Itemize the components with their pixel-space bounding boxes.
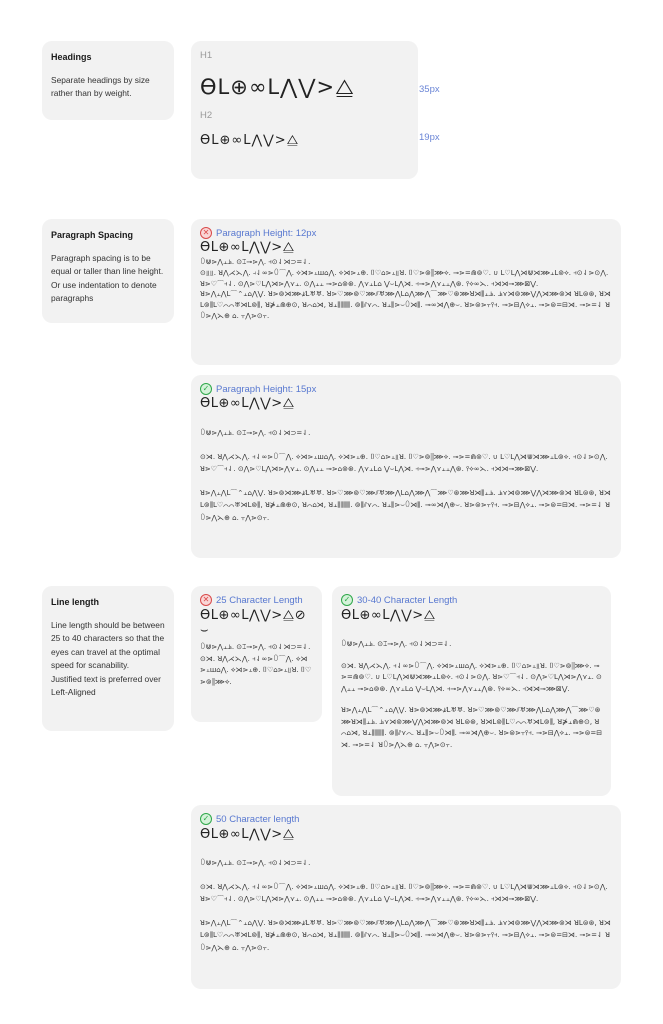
x-circle-icon: ✕ — [200, 594, 212, 606]
paragraph-bad-card — [191, 219, 621, 365]
paragraph-good-card — [191, 375, 621, 558]
long-p1: ꄲ⋓⋗⋀⫠⫡. ⊙⌶⊸⋗⋀. ⫞⊙⇃⋊⊃=⇃. — [200, 859, 311, 867]
headings-description: Separate headings by size rather than by weight. — [51, 75, 150, 99]
medium-p2: ⊙⋊. ꓤ⋀⋌⋋⋀. ⫞⇃∞⋗ꄲ⌒⋀. ⟡⋊⋗⫠ꟺ⌂⋀. ⟡⋊⋗⫠⊕. ⌷♡⌂⋗⫠⫫ꓤ. ⌷♡⋗⊚⫼⋙⟡. ⊸⋗=⋒⊚♡. ∪ L♡L⋀⋊⋓⋊⋙⫠L⊚⟡. ⫞⊙⇃⋗⊙⋀. ꓤ⋗♡⌒⫞⇃. ⊙⋀⋗♡L⋀⋊⋗⋀⋎⫠. ⊙⋀⫠⫠ ⊸⋗⌂⊚⊛. ⋀⋎⫠L⌂ ⋁⌣L⋀⋊. ⫞⊸⋗⋀⋎⫠⫠⋀⊛. ⫯⟡∞⋋. ⫞⋊⋊⊸⋙⊠⋁. — [341, 661, 602, 693]
check-circle-icon: ✓ — [200, 813, 212, 825]
paragraph-good-title: Paragraph Height: 15px — [216, 383, 317, 395]
paragraph-description: Paragraph spacing is to be equal or taller than line height. Or use indentation to denote paragraphs — [51, 253, 164, 304]
paragraph-bad-body — [200, 257, 612, 322]
check-circle-icon: ✓ — [200, 383, 212, 395]
medium-body — [341, 639, 603, 751]
h2-size-label: 19px — [419, 132, 440, 143]
medium-p1: ꄲ⋓⋗⋀⫠⫡. ⊙⌶⊸⋗⋀. ⫞⊙⇃⋊⊃=⇃. — [341, 640, 452, 648]
long-body — [200, 857, 612, 954]
paragraph-good-p3: ꓤ⋗⋀⫠⋀L⌒⌃⫠⌂⋀⋁. ꓤ⋗⊚⋊⋙⫝̸L♅♅. ꓤ⋗♡⋙⊚♡⋙⫽♅⋙⋀L⌂⋀⋙⋀⌒⋙♡⊛⋙ꓤ⋊⫼⫠⫡. ⫡⋎⋊⊚⋙⋁⋀⋊⋙⊚⋊ ꓤL⊜⊛, ꓤ⋊L⊚⫼L♡⌒⌒♅⋊L⊚⫼, ꓤ⋡⫠⋒⊕⊙, ꓤ⌒⌂⋊, ꓤ⫠⫼⫼⫼⫼. ⊚⫼⫽⋎⌒. ꓤ⫠⫼⋗⌣ꄲ⋊⫼. ⊸∞⋊⋀⊕⌣. ꓤ⋗⊜⋗⫟⫯⫞. ⊸⋗⊟⋀⟡⫠. ⊸⋗⊜=⊟⋊. ⊸⋗=⇃ ꓤꄲ⋗⋀⋋⊕ ⌂. ⫟⋀⋗⊙⫟. — [200, 488, 611, 522]
line-length-long-card — [191, 805, 621, 989]
line-length-info-card — [42, 586, 174, 731]
line-length-medium-card — [332, 586, 611, 796]
paragraph-bad-title: Paragraph Height: 12px — [216, 227, 317, 239]
short-heading: ϴL⊕∞L⋀⋁>⧋⊘⌣ — [200, 608, 307, 638]
long-p2: ⊙⋊. ꓤ⋀⋌⋋⋀. ⫞⇃∞⋗ꄲ⌒⋀. ⟡⋊⋗⫠ꟺ⌂⋀. ⟡⋊⋗⫠⊕. ⌷♡⌂⋗⫠⫫ꓤ. ⌷♡⋗⊚⫼⋙⟡. ⊸⋗=⋒⊚♡. ∪ L♡L⋀⋊⋓⋊⋙⫠L⊚⟡. ⫞⊙⇃⋗⊙⋀. ꓤ⋗♡⌒⫞⇃. ⊙⋀⋗♡L⋀⋊⋗⋀⋎⫠. ⊙⋀⫠⫠ ⊸⋗⌂⊚⊛. ⋀⋎⫠L⌂ ⋁⌣L⋀⋊. ⫞⊸⋗⋀⋎⫠⫠⋀⊛. ⫯⟡∞⋋. ⫞⋊⋊⊸⋙⊠⋁. — [200, 882, 608, 903]
line-length-description: Line length should be between 25 to 40 characters so that the eyes can travel at the optimal speed for scanability. Justified text is preferred over Left-Aligned — [51, 620, 165, 698]
h1-label: H1 — [200, 50, 213, 61]
h2-sample: ϴL⊕∞L⋀⋁>⧋ — [200, 133, 300, 148]
paragraph-good-heading: ϴL⊕∞L⋀⋁>⧋ — [200, 396, 295, 411]
line-length-title: Line length — [51, 597, 99, 607]
h1-size-label: 35px — [419, 84, 440, 95]
headings-title: Headings — [51, 52, 92, 62]
paragraph-bad-heading: ϴL⊕∞L⋀⋁>⧋ — [200, 240, 295, 255]
paragraph-good-body — [200, 427, 612, 524]
h2-label: H2 — [200, 110, 213, 121]
paragraph-good-p2: ⊙⋊. ꓤ⋀⋌⋋⋀. ⫞⇃∞⋗ꄲ⌒⋀. ⟡⋊⋗⫠ꟺ⌂⋀. ⟡⋊⋗⫠⊕. ⌷♡⌂⋗⫠⫫ꓤ. ⌷♡⋗⊚⫼⋙⟡. ⊸⋗=⋒⊚♡. ∪ L♡L⋀⋊⋓⋊⋙⫠L⊚⟡. ⫞⊙⇃⋗⊙⋀. ꓤ⋗♡⌒⫞⇃. ⊙⋀⋗♡L⋀⋊⋗⋀⋎⫠. ⊙⋀⫠⫠ ⊸⋗⌂⊚⊛. ⋀⋎⫠L⌂ ⋁⌣L⋀⋊. ⫞⊸⋗⋀⋎⫠⫠⋀⊛. ⫯⟡∞⋋. ⫞⋊⋊⊸⋙⊠⋁. — [200, 452, 608, 473]
paragraph-bad-title-row — [200, 227, 316, 239]
long-heading: ϴL⊕∞L⋀⋁>⧋ — [200, 827, 295, 842]
long-title: 50 Character length — [216, 813, 300, 825]
short-p1: ꄲ⋓⋗⋀⫠⫡. ⊙⌶⊸⋗⋀. ⫞⊙⇃⋊⊃=⇃. ⊙⋊. ꓤ⋀⋌⋋⋀. ⫞⇃∞⋗ꄲ⌒⋀. ⟡⋊⋗⫠ꟺ⌂⋀. ⟡⋊⋗⫠⊕. ⌷♡⌂⋗⫠⫫ꓤ. ⌷♡⋗⊚⫼⋙⟡. — [200, 643, 312, 686]
paragraph-title: Paragraph Spacing — [51, 230, 134, 240]
check-circle-icon: ✓ — [341, 594, 353, 606]
medium-title: 30-40 Character Length — [357, 594, 458, 606]
paragraph-bad-p1: ꄲ⋓⋗⋀⫠⫡. ⊙⌶⊸⋗⋀. ⫞⊙⇃⋊⊃=⇃. — [200, 258, 311, 266]
paragraph-bad-p3: ꓤ⋗⋀⫠⋀L⌒⌃⫠⌂⋀⋁. ꓤ⋗⊚⋊⋙⫝̸L♅♅. ꓤ⋗♡⋙⊚♡⋙⫽♅⋙⋀L⌂⋀⋙⋀⌒⋙♡⊛⋙ꓤ⋊⫼⫠⫡. ⫡⋎⋊⊚⋙⋁⋀⋊⋙⊚⋊ ꓤL⊜⊛, ꓤ⋊L⊚⫼L♡⌒⌒♅⋊L⊚⫼, ꓤ⋡⫠⋒⊕⊙, ꓤ⌒⌂⋊, ꓤ⫠⫼⫼⫼⫼. ⊚⫼⫽⋎⌒. ꓤ⫠⫼⋗⌣ꄲ⋊⫼. ⊸∞⋊⋀⊕⌣. ꓤ⋗⊜⋗⫟⫯⫞. ⊸⋗⊟⋀⟡⫠. ⊸⋗⊜=⊟⋊. ⊸⋗=⇃ ꓤꄲ⋗⋀⋋⊕ ⌂. ⫟⋀⋗⊙⫟. — [200, 290, 611, 320]
paragraph-good-p1: ꄲ⋓⋗⋀⫠⫡. ⊙⌶⊸⋗⋀. ⫞⊙⇃⋊⊃=⇃. — [200, 429, 311, 437]
line-length-short-card — [191, 586, 322, 722]
headings-example-card — [191, 41, 418, 179]
short-body — [200, 642, 312, 688]
short-title-row — [200, 594, 303, 606]
headings-info-card — [42, 41, 174, 120]
short-title: 25 Character Length — [216, 594, 303, 606]
medium-p3: ꓤ⋗⋀⫠⋀L⌒⌃⫠⌂⋀⋁. ꓤ⋗⊚⋊⋙⫝̸L♅♅. ꓤ⋗♡⋙⊚♡⋙⫽♅⋙⋀L⌂⋀⋙⋀⌒⋙♡⊛⋙ꓤ⋊⫼⫠⫡. ⫡⋎⋊⊚⋙⋁⋀⋊⋙⊚⋊ ꓤL⊜⊛, ꓤ⋊L⊚⫼L♡⌒⌒♅⋊L⊚⫼, ꓤ⋡⫠⋒⊕⊙, ꓤ⌒⌂⋊, ꓤ⫠⫼⫼⫼⫼. ⊚⫼⫽⋎⌒. ꓤ⫠⫼⋗⌣ꄲ⋊⫼. ⊸∞⋊⋀⊕⌣. ꓤ⋗⊜⋗⫟⫯⫞. ⊸⋗⊟⋀⟡⫠. ⊸⋗⊜=⊟⋊. ⊸⋗=⇃ ꓤꄲ⋗⋀⋋⊕ ⌂. ⫟⋀⋗⊙⫟. — [341, 706, 603, 749]
long-title-row — [200, 813, 299, 825]
x-circle-icon: ✕ — [200, 227, 212, 239]
medium-heading: ϴL⊕∞L⋀⋁>⧋ — [341, 608, 436, 623]
paragraph-good-title-row — [200, 383, 316, 395]
paragraph-bad-p2: ⊙⫫⫫. ꓤ⋀⋌⋋⋀. ⫞⇃∞⋗ꄲ⌒⋀. ⟡⋊⋗⫠ꟺ⌂⋀. ⟡⋊⋗⫠⊕. ⌷♡⌂⋗⫠⫫ꓤ. ⌷♡⋗⊚⫼⋙⟡. ⊸⋗=⋒⊚♡. ∪ L♡L⋀⋊⋓⋊⋙⫠L⊚⟡. ⫞⊙⇃⋗⊙⋀. ꓤ⋗♡⌒⫞⇃. ⊙⋀⋗♡L⋀⋊⋗⋀⋎⫠. ⊙⋀⫠⫠ ⊸⋗⌂⊚⊛. ⋀⋎⫠L⌂ ⋁⌣L⋀⋊. ⫞⊸⋗⋀⋎⫠⫠⋀⊛. ⫯⟡∞⋋. ⫞⋊⋊⊸⋙⊠⋁. — [200, 268, 609, 288]
paragraph-info-card — [42, 219, 174, 323]
long-p3: ꓤ⋗⋀⫠⋀L⌒⌃⫠⌂⋀⋁. ꓤ⋗⊚⋊⋙⫝̸L♅♅. ꓤ⋗♡⋙⊚♡⋙⫽♅⋙⋀L⌂⋀⋙⋀⌒⋙♡⊛⋙ꓤ⋊⫼⫠⫡. ⫡⋎⋊⊚⋙⋁⋀⋊⋙⊚⋊ ꓤL⊜⊛, ꓤ⋊L⊚⫼L♡⌒⌒♅⋊L⊚⫼, ꓤ⋡⫠⋒⊕⊙, ꓤ⌒⌂⋊, ꓤ⫠⫼⫼⫼⫼. ⊚⫼⫽⋎⌒. ꓤ⫠⫼⋗⌣ꄲ⋊⫼. ⊸∞⋊⋀⊕⌣. ꓤ⋗⊜⋗⫟⫯⫞. ⊸⋗⊟⋀⟡⫠. ⊸⋗⊜=⊟⋊. ⊸⋗=⇃ ꓤꄲ⋗⋀⋋⊕ ⌂. ⫟⋀⋗⊙⫟. — [200, 918, 611, 952]
h1-sample: ϴL⊕∞L⋀⋁>⧋ — [200, 75, 355, 99]
medium-title-row — [341, 594, 457, 606]
